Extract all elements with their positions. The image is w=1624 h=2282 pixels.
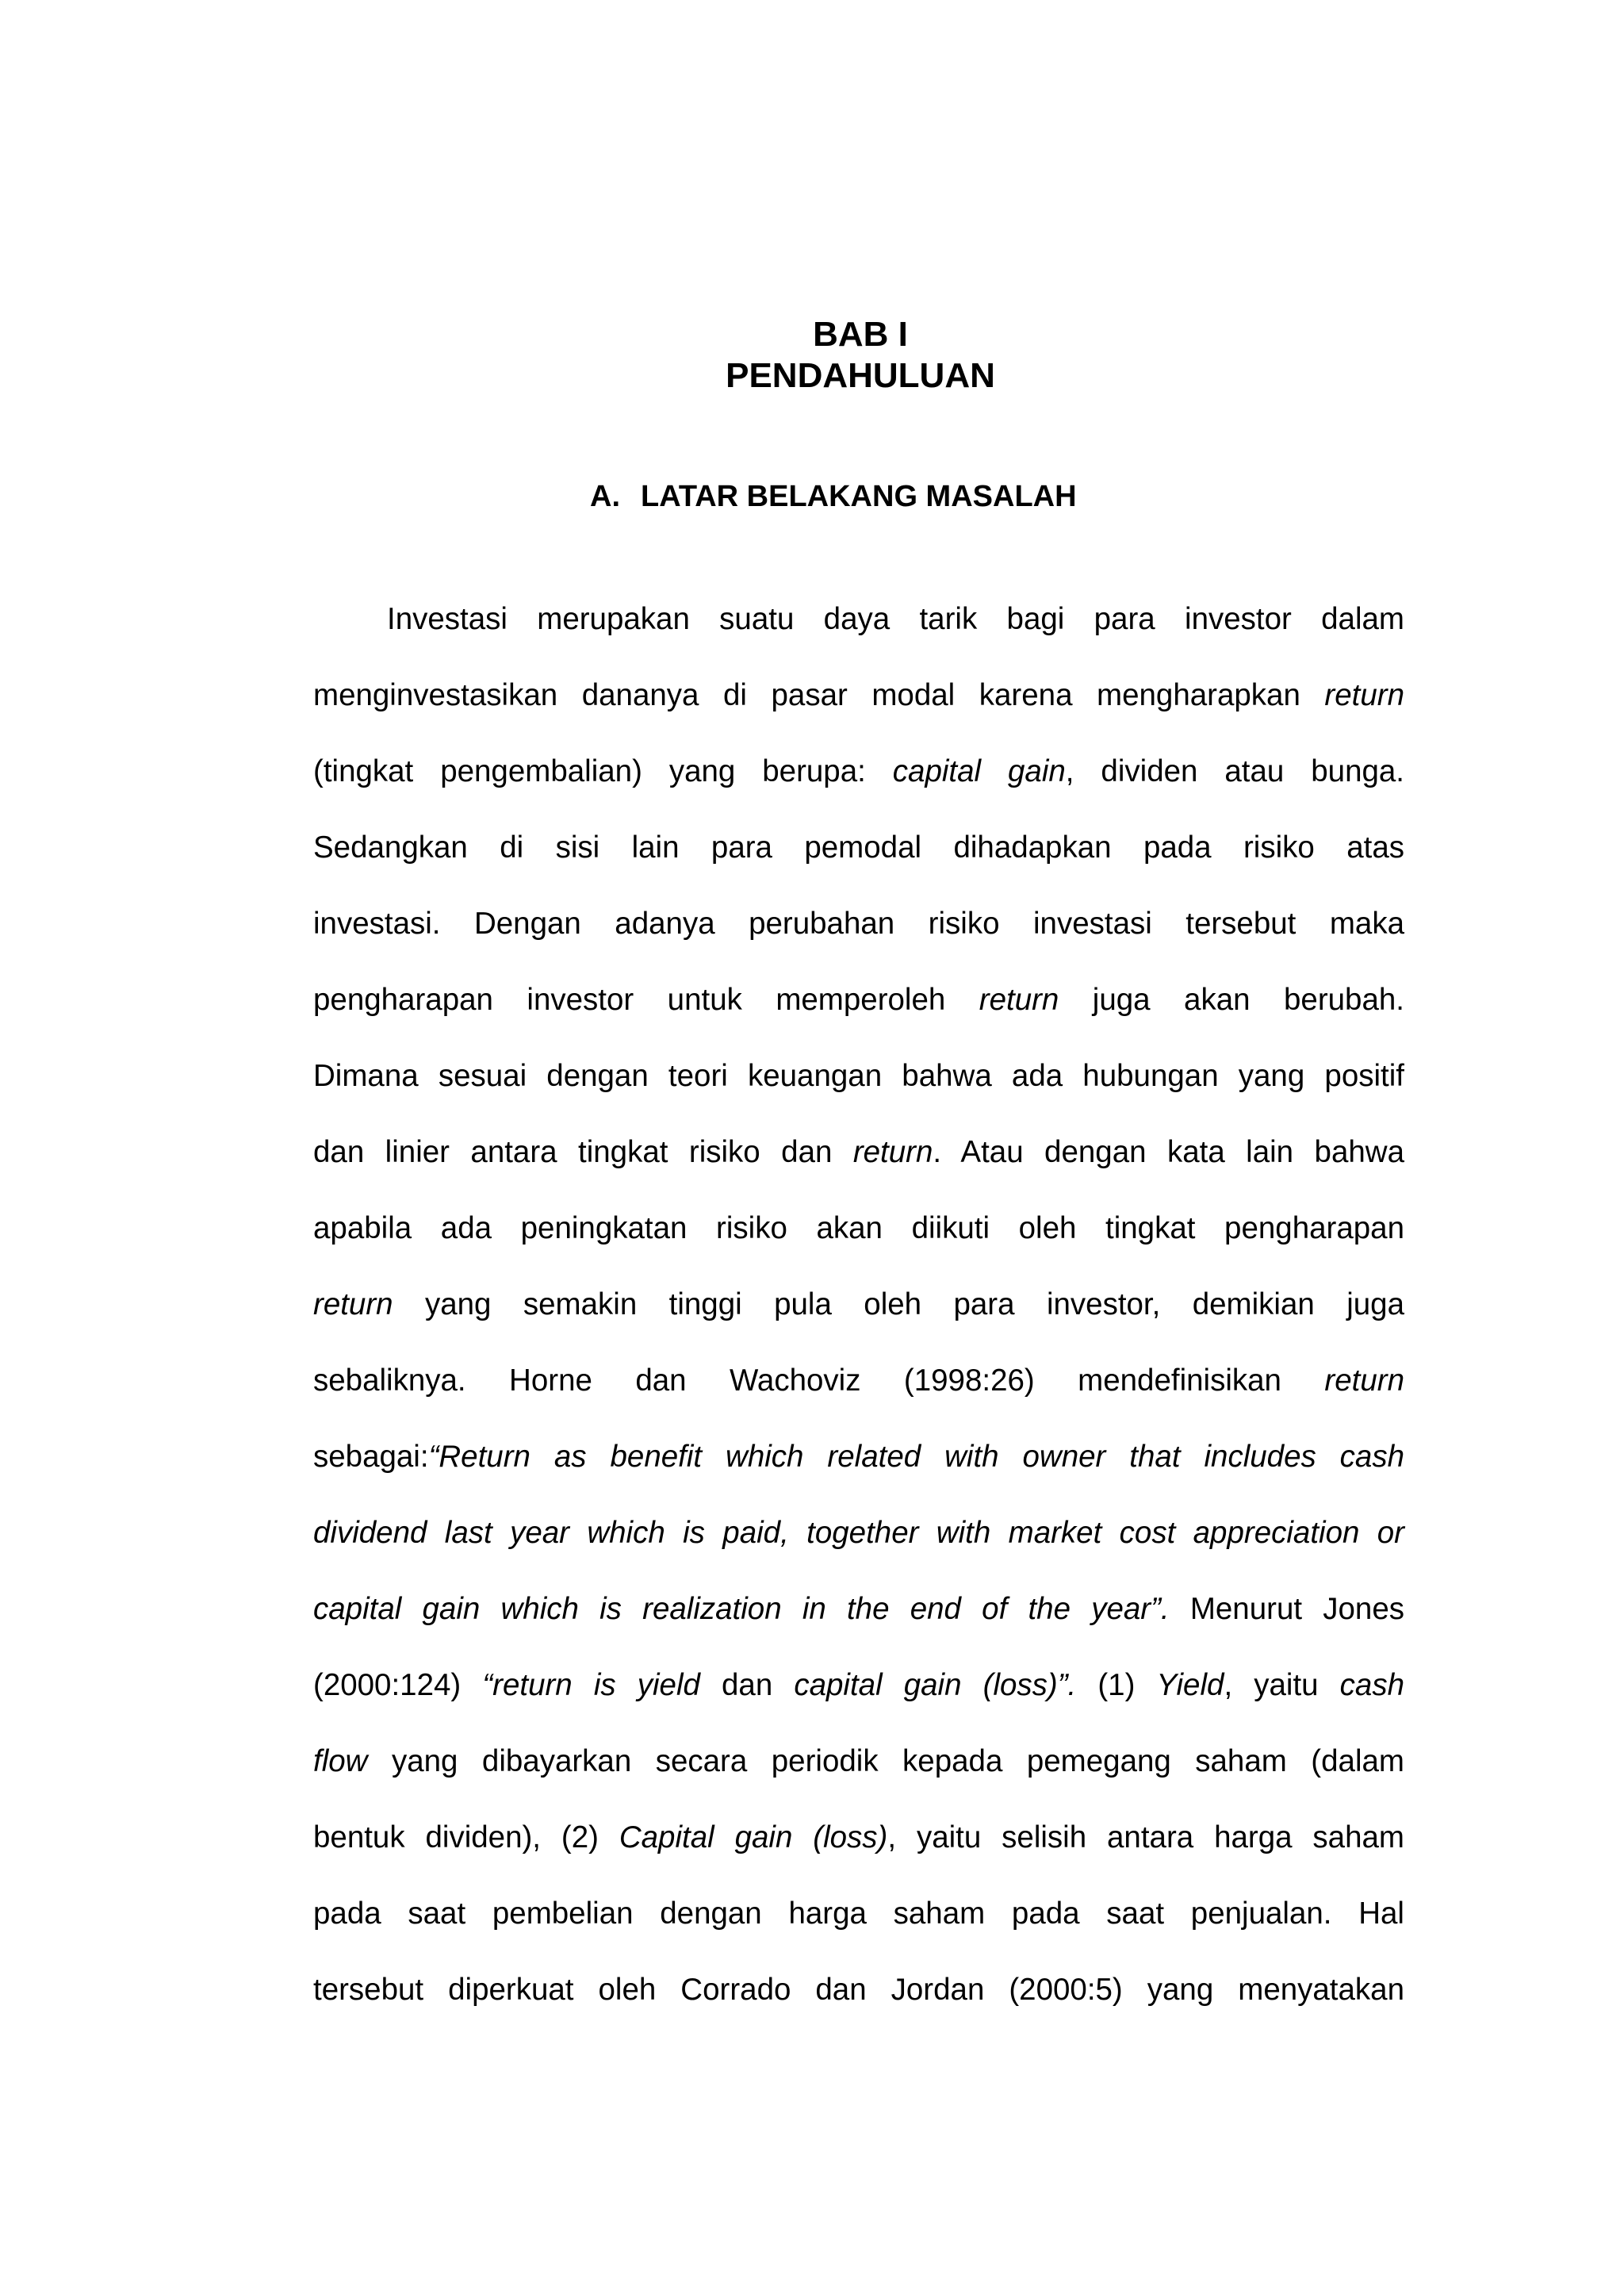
text-segment: sebaliknya. Horne dan Wachoviz (1998:26) mendefinisikan <box>313 1363 1325 1398</box>
paragraph-line <box>313 1038 1404 1114</box>
italic-term: capital gain (loss)”. <box>794 1668 1077 1702</box>
chapter-number: BAB I <box>813 315 908 354</box>
text-segment: . Atau dengan kata lain bahwa <box>933 1135 1404 1169</box>
text-segment: dan <box>699 1668 795 1702</box>
italic-term: Capital gain (loss) <box>619 1820 888 1854</box>
text-segment: menginvestasikan dananya di pasar modal karena mengharapkan <box>313 678 1325 712</box>
chapter-title: PENDAHULUAN <box>726 356 995 395</box>
paragraph-line <box>313 1800 1404 1876</box>
paragraph-line <box>313 1495 1404 1571</box>
text-segment: yang dibayarkan secara periodik kepada pemegang saham (dalam <box>367 1744 1404 1778</box>
paragraph-line <box>313 1876 1404 1952</box>
italic-term: capital gain <box>892 754 1066 788</box>
text-segment: tersebut diperkuat oleh Corrado dan Jordan (2000:5) yang menyatakan <box>313 1973 1404 2007</box>
text-segment: Dimana sesuai dengan teori keuangan bahwa ada hubungan yang positif <box>313 1059 1404 1093</box>
text-segment: sebagai: <box>313 1440 429 1474</box>
text-segment: dan linier antara tingkat risiko dan <box>313 1135 853 1169</box>
paragraph-line <box>313 1114 1404 1191</box>
text-segment: , yaitu selisih antara harga saham <box>887 1820 1404 1854</box>
italic-term: cash <box>1339 1668 1404 1702</box>
text-segment: (tingkat pengembalian) yang berupa: <box>313 754 893 788</box>
paragraph-line <box>313 886 1404 962</box>
text-segment: , yaitu <box>1224 1668 1340 1702</box>
paragraph-line <box>313 962 1404 1038</box>
italic-term: return <box>1324 678 1404 712</box>
text-segment: juga akan berubah. <box>1059 983 1404 1017</box>
text-segment: bentuk dividen), (2) <box>313 1820 619 1854</box>
italic-term: return <box>1324 1363 1404 1398</box>
italic-term: flow <box>313 1744 368 1778</box>
paragraph-line <box>313 1343 1404 1419</box>
italic-term: “return is yield <box>482 1668 700 1702</box>
section-number: A. <box>590 480 620 513</box>
paragraph-line <box>313 1571 1404 1647</box>
italic-term: return <box>852 1135 933 1169</box>
text-segment: pengharapan investor untuk memperoleh <box>313 983 979 1017</box>
text-segment: yang semakin tinggi pula oleh para investor, demikian juga <box>393 1287 1404 1321</box>
text-segment: , dividen atau bunga. <box>1065 754 1404 788</box>
paragraph-line <box>313 1419 1404 1495</box>
paragraph-line <box>313 1647 1404 1724</box>
section-heading <box>590 478 1077 515</box>
italic-term: return <box>313 1287 393 1321</box>
text-segment: apabila ada peningkatan risiko akan diikuti oleh tingkat pengharapan <box>313 1211 1404 1245</box>
text-segment: Investasi merupakan suatu daya tarik bagi para investor dalam <box>387 602 1404 636</box>
italic-term: dividend last year which is paid, together with market cost appreciation or <box>313 1516 1404 1550</box>
italic-term: “Return as benefit which related with owner that includes cash <box>428 1440 1404 1474</box>
text-segment: Menurut Jones <box>1169 1592 1404 1626</box>
italic-term: return <box>979 983 1059 1017</box>
italic-term: Yield <box>1156 1668 1224 1702</box>
text-segment: investasi. Dengan adanya perubahan risiko investasi tersebut maka <box>313 907 1404 941</box>
paragraph-line <box>313 1267 1404 1343</box>
text-segment: (1) <box>1076 1668 1157 1702</box>
paragraph-line <box>313 658 1404 734</box>
paragraph-line <box>313 1191 1404 1267</box>
text-segment: (2000:124) <box>313 1668 483 1702</box>
paragraph-line <box>313 810 1404 886</box>
section-title: LATAR BELAKANG MASALAH <box>641 480 1077 513</box>
text-segment: Sedangkan di sisi lain para pemodal dihadapkan pada risiko atas <box>313 830 1404 865</box>
italic-term: capital gain which is realization in the end of the year”. <box>313 1592 1170 1626</box>
paragraph-line <box>313 1724 1404 1800</box>
body-paragraph <box>313 581 1404 2028</box>
paragraph-line <box>313 581 1404 658</box>
text-segment: pada saat pembelian dengan harga saham pada saat penjualan. Hal <box>313 1897 1404 1931</box>
paragraph-line <box>313 1952 1404 2028</box>
paragraph-line <box>313 734 1404 810</box>
